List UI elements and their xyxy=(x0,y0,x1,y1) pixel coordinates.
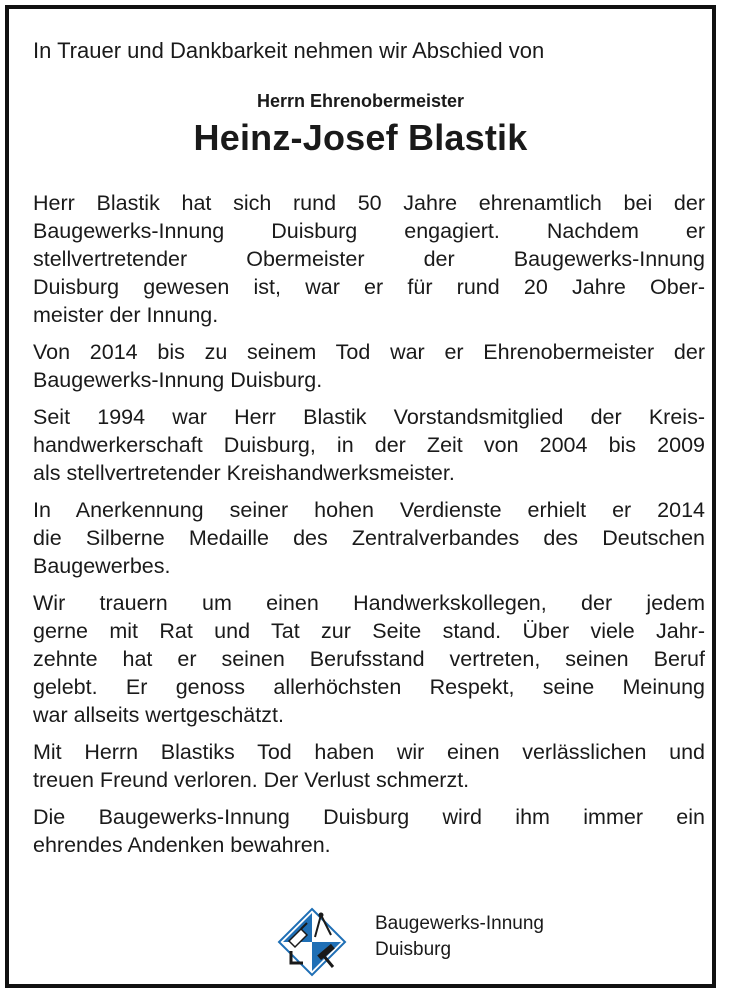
paragraph-line: gerne mit Rat und Tat zur Seite stand. Über viele Jahr- xyxy=(33,619,705,643)
paragraph-line: meister der Innung. xyxy=(33,303,219,327)
paragraph-line: Herr Blastik hat sich rund 50 Jahre ehrenamtlich bei der xyxy=(33,191,705,215)
organization-name-line1: Baugewerks-Innung xyxy=(375,913,544,934)
paragraph-line: Mit Herrn Blastiks Tod haben wir einen verlässlichen und xyxy=(33,740,705,764)
obituary-notice xyxy=(5,5,716,988)
paragraph-line: die Silberne Medaille des Zentralverbandes des Deutschen xyxy=(33,526,705,550)
paragraph-line: Baugewerks-Innung Duisburg. xyxy=(33,368,323,392)
paragraph-line: Wir trauern um einen Handwerkskollegen, der jedem xyxy=(33,591,705,615)
obituary-paragraph xyxy=(33,338,705,394)
paragraph-line: Seit 1994 war Herr Blastik Vorstandsmitglied der Kreis- xyxy=(33,405,705,429)
paragraph-line: zehnte hat er seinen Berufsstand vertreten, seinen Beruf xyxy=(33,647,705,671)
obituary-body xyxy=(33,189,705,868)
obituary-paragraph xyxy=(33,589,705,729)
organization-name xyxy=(375,911,544,963)
paragraph-line: Duisburg gewesen ist, war er für rund 20 Jahre Ober- xyxy=(33,275,705,299)
obituary-paragraph xyxy=(33,738,705,794)
paragraph-line: Baugewerbes. xyxy=(33,554,171,578)
paragraph-line: stellvertretender Obermeister der Baugewerks-Innung xyxy=(33,247,705,271)
organization-name-line2: Duisburg xyxy=(375,939,452,960)
obituary-paragraph xyxy=(33,403,705,487)
paragraph-line: Baugewerks-Innung Duisburg engagiert. Nachdem er xyxy=(33,219,705,243)
obituary-paragraph xyxy=(33,189,705,329)
paragraph-line: treuen Freund verloren. Der Verlust schmerzt. xyxy=(33,768,470,792)
intro-line: In Trauer und Dankbarkeit nehmen wir Abschied von xyxy=(33,38,545,63)
paragraph-line: handwerkerschaft Duisburg, in der Zeit von 2004 bis 2009 xyxy=(33,433,705,457)
guild-crest-icon xyxy=(277,907,347,977)
paragraph-line: In Anerkennung seiner hohen Verdienste erhielt er 2014 xyxy=(33,498,705,522)
paragraph-line: ehrendes Andenken bewahren. xyxy=(33,833,331,857)
obituary-paragraph xyxy=(33,803,705,859)
paragraph-line: war allseits wertgeschätzt. xyxy=(33,703,284,727)
paragraph-line: Von 2014 bis zu seinem Tod war er Ehrenobermeister der xyxy=(33,340,705,364)
obituary-paragraph xyxy=(33,496,705,580)
honorific-title: Herrn Ehrenobermeister xyxy=(256,91,465,111)
paragraph-line: als stellvertretender Kreishandwerksmeister. xyxy=(33,461,455,485)
deceased-name: Heinz-Josef Blastik xyxy=(193,117,528,158)
paragraph-line: Die Baugewerks-Innung Duisburg wird ihm immer ein xyxy=(33,805,705,829)
paragraph-line: gelebt. Er genoss allerhöchsten Respekt, seine Meinung xyxy=(33,675,705,699)
